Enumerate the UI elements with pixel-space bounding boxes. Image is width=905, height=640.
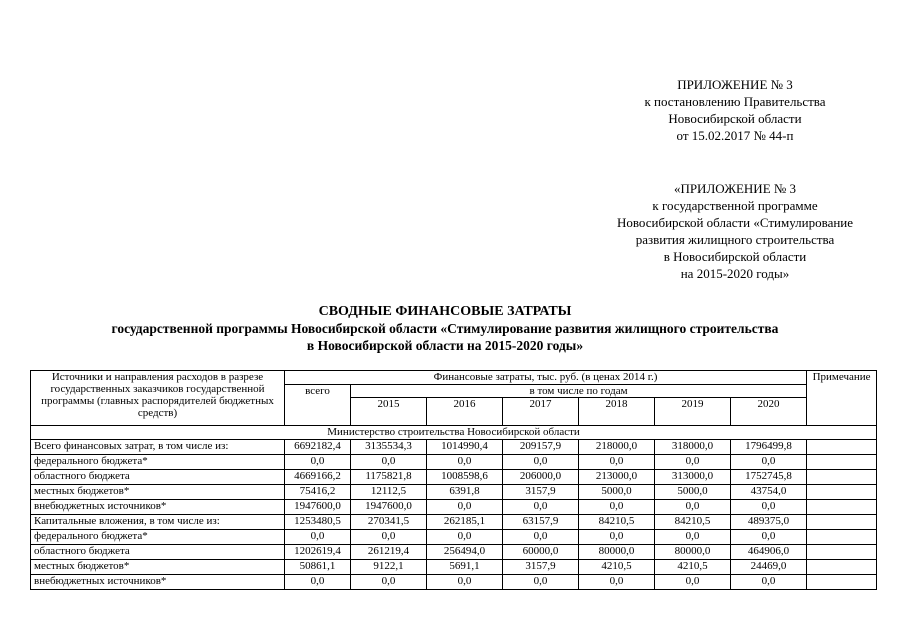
row-label: Капитальные вложения, в том числе из: bbox=[31, 514, 285, 529]
header-by-year: в том числе по годам bbox=[351, 384, 807, 398]
cell-year-value: 3157,9 bbox=[503, 484, 579, 499]
cell-year-value: 5691,1 bbox=[427, 559, 503, 574]
cell-year-value: 1014990,4 bbox=[427, 439, 503, 454]
table-row bbox=[31, 514, 877, 529]
row-label: внебюджетных источников* bbox=[31, 499, 285, 514]
row-label: областного бюджета bbox=[31, 469, 285, 484]
row-label: внебюджетных источников* bbox=[31, 574, 285, 589]
cell-year-value: 63157,9 bbox=[503, 514, 579, 529]
resolution-appendix-header bbox=[600, 76, 870, 144]
cell-year-value: 0,0 bbox=[351, 454, 427, 469]
cell-year-value: 0,0 bbox=[655, 454, 731, 469]
row-label: федерального бюджета* bbox=[31, 454, 285, 469]
cell-year-value: 0,0 bbox=[351, 529, 427, 544]
header-row-1 bbox=[31, 371, 877, 385]
cell-year-value: 0,0 bbox=[655, 574, 731, 589]
table-row bbox=[31, 574, 877, 589]
header-year: 2015 bbox=[351, 398, 427, 426]
cell-year-value: 270341,5 bbox=[351, 514, 427, 529]
table-row bbox=[31, 499, 877, 514]
table-row bbox=[31, 559, 877, 574]
appendix-date: от 15.02.2017 № 44-п bbox=[676, 128, 794, 143]
cell-year-value: 84210,5 bbox=[579, 514, 655, 529]
cell-year-value: 313000,0 bbox=[655, 469, 731, 484]
header-year: 2020 bbox=[731, 398, 807, 426]
cell-total: 1202619,4 bbox=[285, 544, 351, 559]
cell-year-value: 60000,0 bbox=[503, 544, 579, 559]
cell-note bbox=[807, 499, 877, 514]
title-line-2: государственной программы Новосибирской области «Стимулирование развития жилищного строительства bbox=[111, 321, 779, 336]
row-label: местных бюджетов* bbox=[31, 559, 285, 574]
cell-year-value: 24469,0 bbox=[731, 559, 807, 574]
cell-year-value: 0,0 bbox=[427, 454, 503, 469]
header-financial: Финансовые затраты, тыс. руб. (в ценах 2014 г.) bbox=[285, 371, 807, 385]
cell-year-value: 0,0 bbox=[351, 574, 427, 589]
cell-year-value: 0,0 bbox=[503, 574, 579, 589]
cell-year-value: 0,0 bbox=[579, 574, 655, 589]
cell-total: 6692182,4 bbox=[285, 439, 351, 454]
appendix-line: на 2015-2020 годы» bbox=[680, 266, 790, 281]
cell-year-value: 0,0 bbox=[579, 454, 655, 469]
cell-note bbox=[807, 529, 877, 544]
header-year: 2017 bbox=[503, 398, 579, 426]
cell-total: 1947600,0 bbox=[285, 499, 351, 514]
cell-year-value: 12112,5 bbox=[351, 484, 427, 499]
appendix-title: «ПРИЛОЖЕНИЕ № 3 bbox=[673, 181, 797, 196]
cell-year-value: 0,0 bbox=[655, 499, 731, 514]
cell-year-value: 3135534,3 bbox=[351, 439, 427, 454]
cell-total: 50861,1 bbox=[285, 559, 351, 574]
cell-year-value: 206000,0 bbox=[503, 469, 579, 484]
cell-note bbox=[807, 484, 877, 499]
cell-year-value: 5000,0 bbox=[579, 484, 655, 499]
cell-year-value: 209157,9 bbox=[503, 439, 579, 454]
cell-note bbox=[807, 439, 877, 454]
cell-year-value: 1175821,8 bbox=[351, 469, 427, 484]
cell-year-value: 261219,4 bbox=[351, 544, 427, 559]
header-total: всего bbox=[285, 384, 351, 426]
cell-note bbox=[807, 574, 877, 589]
cell-year-value: 6391,8 bbox=[427, 484, 503, 499]
cell-year-value: 0,0 bbox=[427, 499, 503, 514]
document-title bbox=[30, 303, 860, 354]
cell-year-value: 0,0 bbox=[503, 529, 579, 544]
cell-year-value: 80000,0 bbox=[655, 544, 731, 559]
header-year: 2019 bbox=[655, 398, 731, 426]
cell-total: 0,0 bbox=[285, 454, 351, 469]
cell-note bbox=[807, 469, 877, 484]
title-line-1: СВОДНЫЕ ФИНАНСОВЫЕ ЗАТРАТЫ bbox=[318, 304, 572, 319]
cell-note bbox=[807, 454, 877, 469]
cell-year-value: 43754,0 bbox=[731, 484, 807, 499]
cell-year-value: 1752745,8 bbox=[731, 469, 807, 484]
cell-note bbox=[807, 559, 877, 574]
appendix-line: Новосибирской области «Стимулирование bbox=[616, 215, 854, 230]
appendix-line: к государственной программе bbox=[652, 198, 818, 213]
cell-total: 75416,2 bbox=[285, 484, 351, 499]
cell-year-value: 218000,0 bbox=[579, 439, 655, 454]
cell-year-value: 262185,1 bbox=[427, 514, 503, 529]
cell-year-value: 0,0 bbox=[503, 454, 579, 469]
cell-year-value: 0,0 bbox=[427, 574, 503, 589]
cell-year-value: 4210,5 bbox=[655, 559, 731, 574]
appendix-line: Новосибирской области bbox=[668, 111, 802, 126]
appendix-line: в Новосибирской области bbox=[663, 249, 807, 264]
cell-year-value: 1008598,6 bbox=[427, 469, 503, 484]
cell-year-value: 84210,5 bbox=[655, 514, 731, 529]
cell-year-value: 489375,0 bbox=[731, 514, 807, 529]
cell-year-value: 213000,0 bbox=[579, 469, 655, 484]
cell-year-value: 5000,0 bbox=[655, 484, 731, 499]
cell-year-value: 464906,0 bbox=[731, 544, 807, 559]
section-row bbox=[31, 426, 877, 440]
row-label: местных бюджетов* bbox=[31, 484, 285, 499]
cell-note bbox=[807, 544, 877, 559]
cell-total: 4669166,2 bbox=[285, 469, 351, 484]
table-row bbox=[31, 544, 877, 559]
cell-year-value: 0,0 bbox=[731, 454, 807, 469]
cell-total: 1253480,5 bbox=[285, 514, 351, 529]
row-label: федерального бюджета* bbox=[31, 529, 285, 544]
cell-year-value: 80000,0 bbox=[579, 544, 655, 559]
table-row bbox=[31, 439, 877, 454]
header-year: 2016 bbox=[427, 398, 503, 426]
cell-year-value: 3157,9 bbox=[503, 559, 579, 574]
cell-year-value: 4210,5 bbox=[579, 559, 655, 574]
cell-year-value: 1796499,8 bbox=[731, 439, 807, 454]
cell-year-value: 9122,1 bbox=[351, 559, 427, 574]
cell-year-value: 0,0 bbox=[427, 529, 503, 544]
header-note: Примечание bbox=[807, 371, 877, 426]
financial-costs-table bbox=[30, 370, 877, 590]
table-row bbox=[31, 484, 877, 499]
appendix-line: развития жилищного строительства bbox=[635, 232, 835, 247]
cell-year-value: 0,0 bbox=[655, 529, 731, 544]
row-label: областного бюджета bbox=[31, 544, 285, 559]
table-row bbox=[31, 454, 877, 469]
cell-year-value: 1947600,0 bbox=[351, 499, 427, 514]
program-appendix-header bbox=[590, 180, 880, 282]
cell-total: 0,0 bbox=[285, 529, 351, 544]
header-sources: Источники и направления расходов в разрезе государственных заказчиков государственной программы (главных распорядителей бюджетных средств) bbox=[31, 371, 285, 426]
cell-year-value: 0,0 bbox=[731, 529, 807, 544]
row-label: Всего финансовых затрат, в том числе из: bbox=[31, 439, 285, 454]
title-line-3: в Новосибирской области на 2015-2020 годы» bbox=[306, 338, 584, 353]
appendix-line: к постановлению Правительства bbox=[644, 94, 826, 109]
header-year: 2018 bbox=[579, 398, 655, 426]
cell-note bbox=[807, 514, 877, 529]
cell-year-value: 0,0 bbox=[503, 499, 579, 514]
cell-year-value: 0,0 bbox=[731, 499, 807, 514]
cell-year-value: 0,0 bbox=[579, 499, 655, 514]
table-row bbox=[31, 529, 877, 544]
appendix-title: ПРИЛОЖЕНИЕ № 3 bbox=[677, 77, 793, 92]
table-row bbox=[31, 469, 877, 484]
cell-year-value: 318000,0 bbox=[655, 439, 731, 454]
cell-year-value: 256494,0 bbox=[427, 544, 503, 559]
cell-total: 0,0 bbox=[285, 574, 351, 589]
cell-year-value: 0,0 bbox=[731, 574, 807, 589]
cell-year-value: 0,0 bbox=[579, 529, 655, 544]
section-ministry: Министерство строительства Новосибирской области bbox=[31, 426, 877, 440]
